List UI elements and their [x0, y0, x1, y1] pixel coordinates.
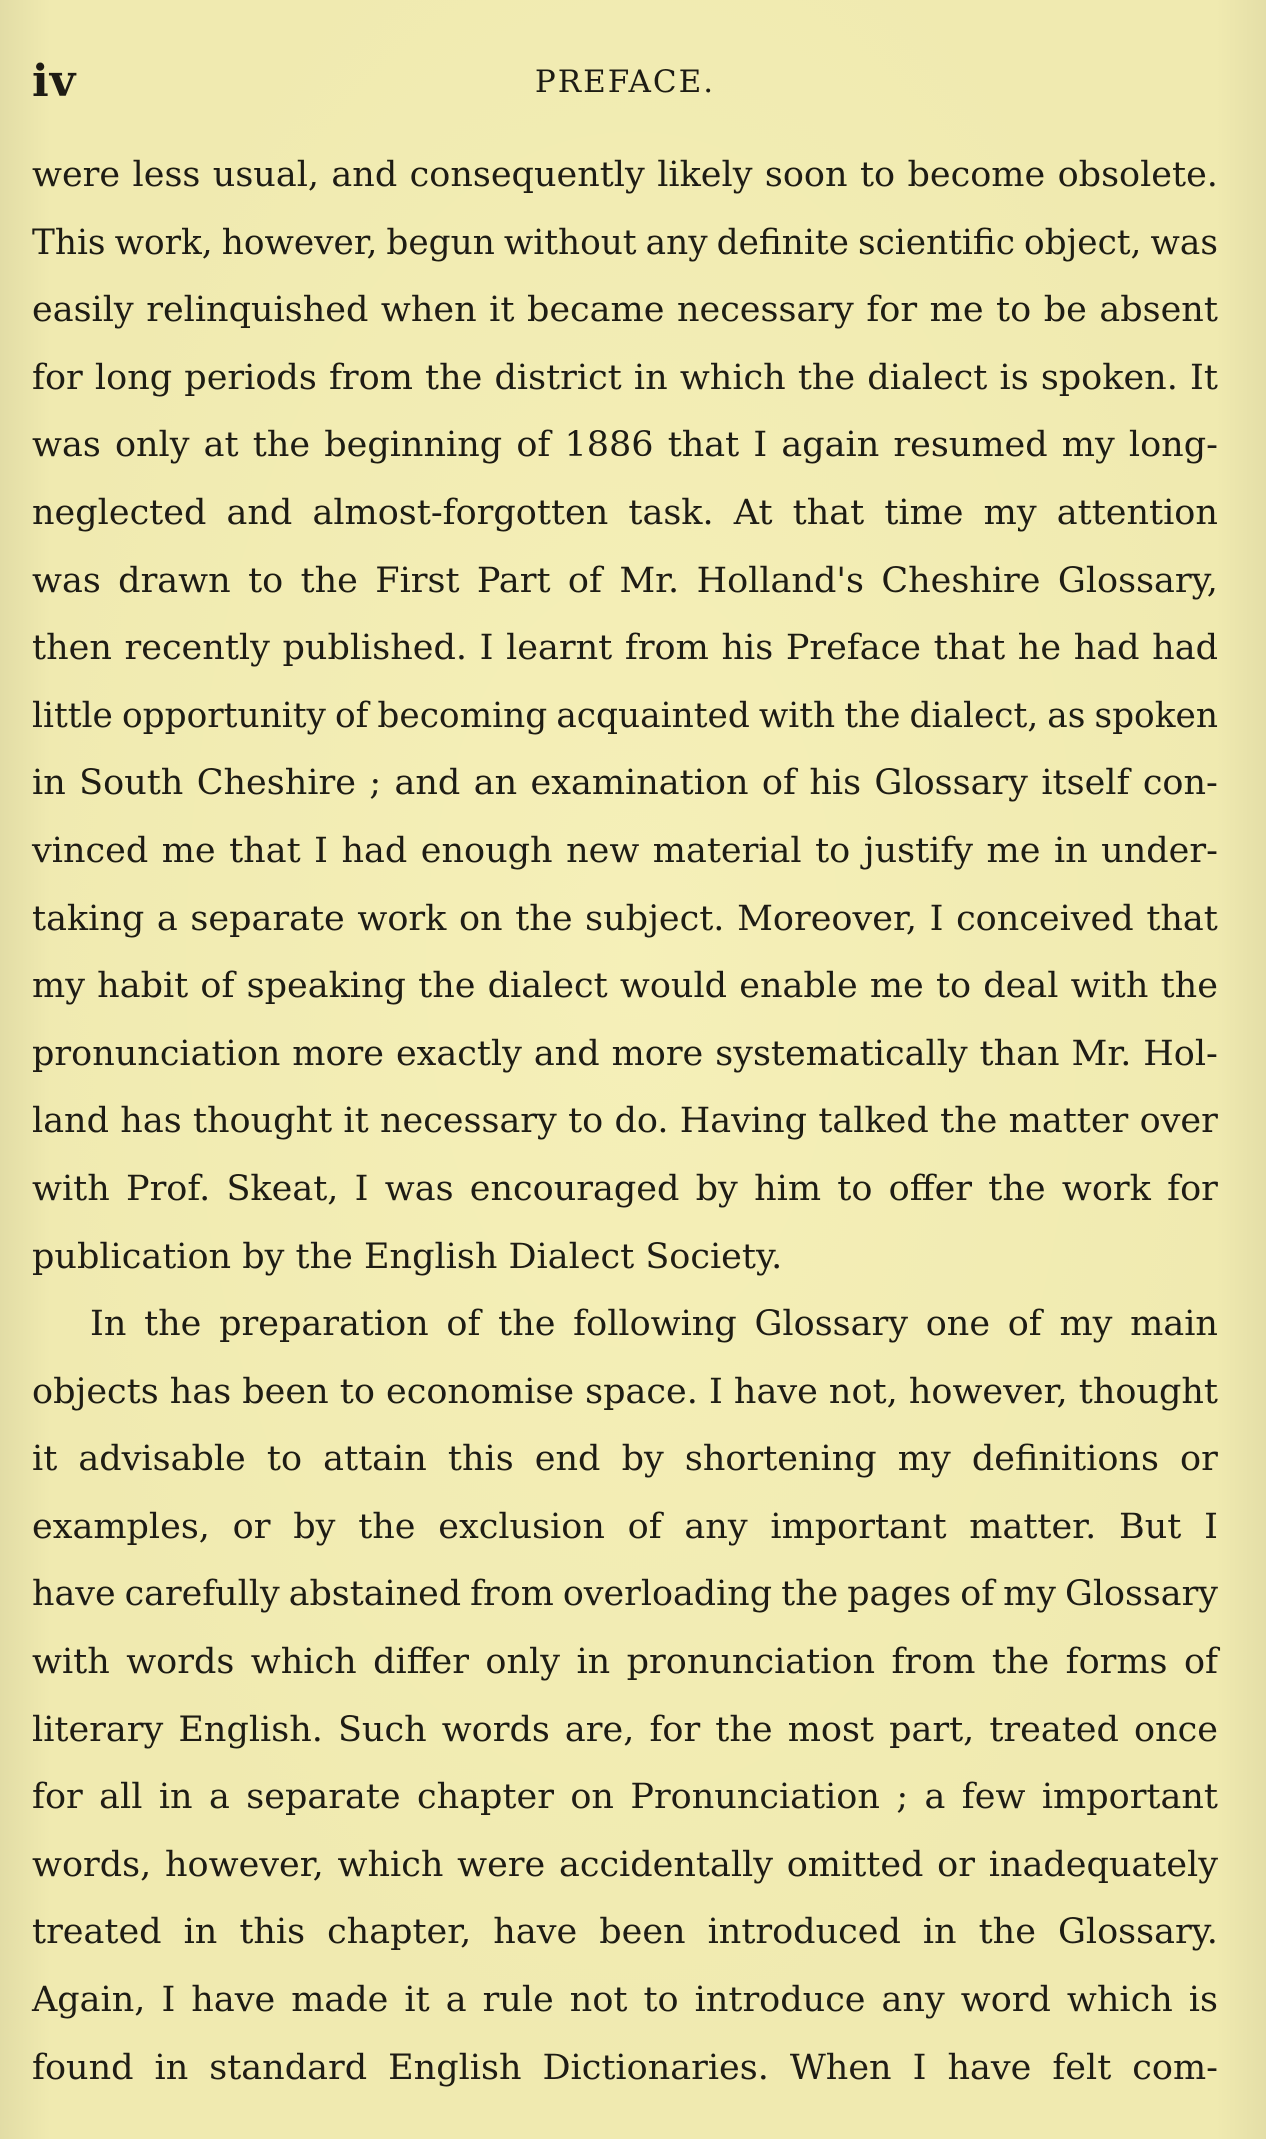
text-line: vinced me that I had enough new material to justify me in under- [32, 830, 1218, 871]
text-line: taking a separate work on the subject. Moreover, I conceived that [32, 898, 1218, 939]
text-line: pronunciation more exactly and more systematically than Mr. Hol- [32, 1033, 1218, 1074]
text-line: was drawn to the First Part of Mr. Holland's Cheshire Glossary, [32, 560, 1218, 601]
text-line: publication by the English Dialect Society. [32, 1236, 783, 1277]
body-text [32, 142, 1218, 2102]
text-line: land has thought it necessary to do. Having talked the matter over [32, 1101, 1218, 1142]
text-line: In the preparation of the following Glossary one of my main [90, 1304, 1218, 1345]
text-line: little opportunity of becoming acquainted with the dialect, as spoken [32, 695, 1218, 736]
text-line: treated in this chapter, have been introduced in the Glossary. [32, 1912, 1218, 1953]
text-line: were less usual, and consequently likely soon to become obsolete. [32, 155, 1218, 195]
text-line: then recently published. I learnt from his Preface that he had had [32, 628, 1218, 669]
text-line: examples, or by the exclusion of any important matter. But I [32, 1506, 1218, 1547]
text-line: have carefully abstained from overloading the pages of my Glossary [32, 1574, 1218, 1615]
text-line: my habit of speaking the dialect would enable me to deal with the [32, 966, 1218, 1007]
running-head: PREFACE. [534, 64, 716, 100]
text-line: Again, I have made it a rule not to introduce any word which is [32, 1980, 1218, 2021]
page-header [32, 52, 1218, 112]
text-line: neglected and almost-forgotten task. At that time my attention [32, 492, 1218, 533]
text-line: with Prof. Skeat, I was encouraged by him to offer the work for [32, 1168, 1218, 1209]
text-line: was only at the beginning of 1886 that I again resumed my long- [32, 425, 1218, 466]
text-line: found in standard English Dictionaries. When I have felt com- [32, 2047, 1218, 2088]
text-line: for long periods from the district in which the dialect is spoken. It [32, 357, 1218, 398]
text-line: literary English. Such words are, for the most part, treated once [32, 1709, 1218, 1750]
text-line: for all in a separate chapter on Pronunciation ; a few important [32, 1777, 1218, 1818]
page-number: iv [32, 56, 77, 107]
text-line: objects has been to economise space. I have not, however, thought [32, 1371, 1218, 1412]
text-line: easily relinquished when it became necessary for me to be absent [32, 290, 1218, 331]
text-line: it advisable to attain this end by shortening my definitions or [32, 1439, 1218, 1480]
text-line: with words which differ only in pronunciation from the forms of [32, 1642, 1218, 1683]
text-line: words, however, which were accidentally omitted or inadequately [32, 1844, 1218, 1885]
text-line: in South Cheshire ; and an examination of his Glossary itself con- [32, 763, 1218, 804]
text-line: This work, however, begun without any definite scientific object, was [32, 222, 1218, 263]
